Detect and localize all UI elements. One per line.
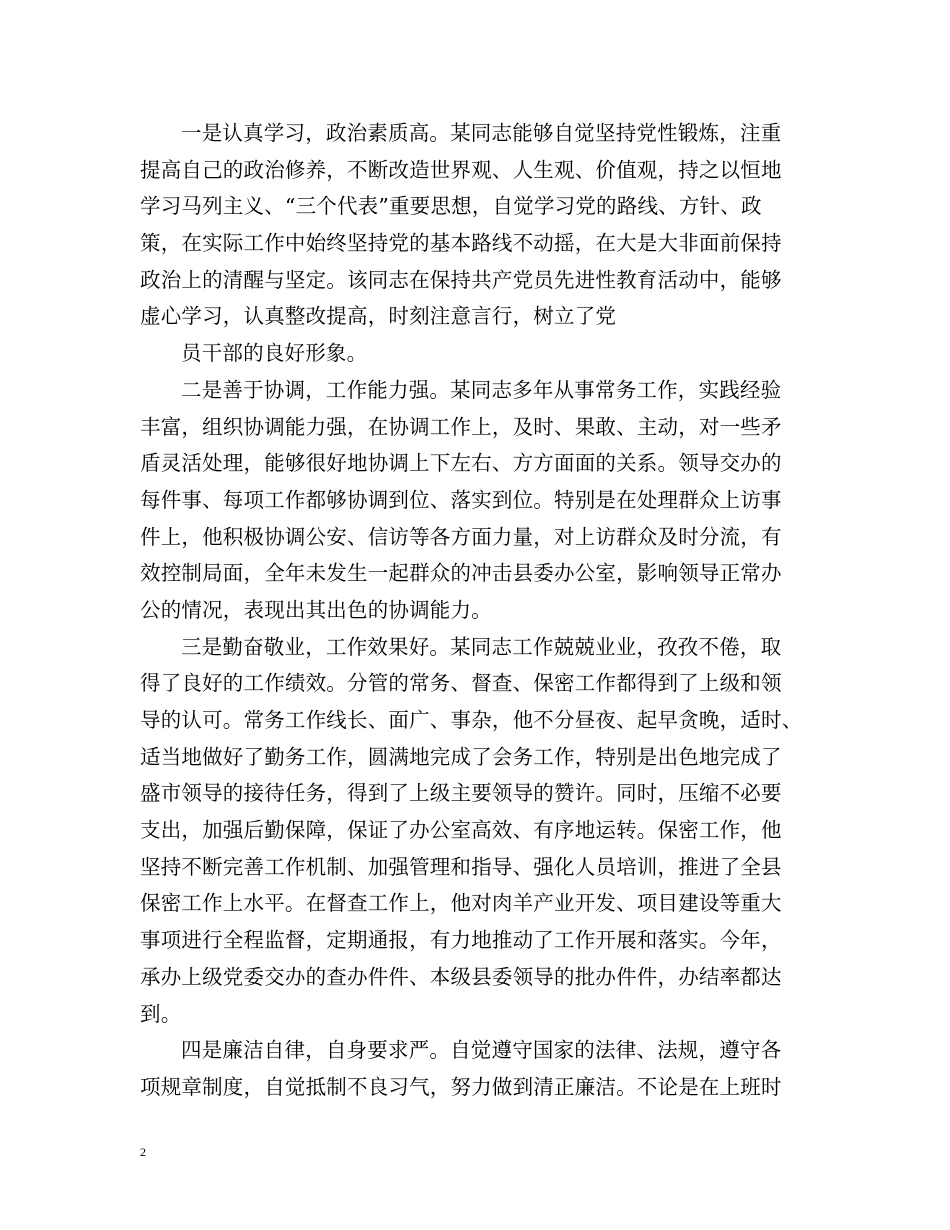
text-line: 政治上的清醒与坚定。该同志在保持共产党员先进性教育活动中，能够 — [140, 267, 782, 292]
text-line: 事项进行全程监督，定期通报，有力地推动了工作开展和落实。今年， — [140, 928, 782, 953]
text-line: 保密工作上水平。在督查工作上，他对肉羊产业开发、项目建设等重大 — [140, 891, 782, 916]
text-line: 学习马列主义、“三个代表”重要思想，自觉学习党的路线、方针、政 — [140, 194, 762, 219]
text-line: 承办上级党委交办的查办件件、本级县委领导的批办件件，办结率都达 — [140, 964, 782, 989]
text-line: 公的情况，表现出其出色的协调能力。 — [140, 597, 492, 622]
document-body — [140, 115, 820, 1106]
text-line: 一是认真学习，政治素质高。某同志能够自觉坚持党性锻炼，注重 — [181, 121, 782, 145]
text-line: 项规章制度，自觉抵制不良习气，努力做到清正廉洁。不论是在上班时 — [140, 1074, 782, 1099]
text-line: 每件事、每项工作都够协调到位、落实到位。特别是在处理群众上访事 — [140, 487, 782, 512]
text-line: 盾灵活处理，能够很好地协调上下左右、方方面面的关系。领导交办的 — [140, 451, 782, 476]
text-line: 三是勤奋敬业，工作效果好。某同志工作兢兢业业，孜孜不倦，取 — [181, 634, 782, 659]
text-line: 二是善于协调，工作能力强。某同志多年从事常务工作，实践经验 — [181, 377, 782, 402]
text-line: 提高自己的政治修养，不断改造世界观、人生观、价值观，持之以恒地 — [140, 157, 782, 182]
text-line: 盛市领导的接待任务，得到了上级主要领导的赞许。同时，压缩不必要 — [140, 781, 782, 806]
text-line: 丰富，组织协调能力强，在协调工作上，及时、果敢、主动，对一些矛 — [140, 414, 782, 439]
text-line: 虚心学习，认真整改提高，时刻注意言行，树立了党 — [140, 304, 617, 329]
text-line: 效控制局面，全年未发生一起群众的冲击县委办公室，影响领导正常办 — [140, 561, 782, 586]
text-line: 策，在实际工作中始终坚持党的基本路线不动摇，在大是大非面前保持 — [140, 231, 782, 256]
page-number: 2 — [140, 1145, 146, 1159]
text-line: 得了良好的工作绩效。分管的常务、督查、保密工作都得到了上级和领 — [140, 671, 782, 696]
text-line: 支出，加强后勤保障，保证了办公室高效、有序地运转。保密工作，他 — [140, 818, 782, 843]
text-line: 四是廉洁自律，自身要求严。自觉遵守国家的法律、法规，遵守各 — [181, 1038, 782, 1063]
text-line: 坚持不断完善工作机制、加强管理和指导、强化人员培训，推进了全县 — [140, 854, 782, 879]
text-line: 件上，他积极协调公安、信访等各方面力量，对上访群众及时分流，有 — [140, 524, 782, 549]
text-line: 员干部的良好形象。 — [181, 341, 368, 366]
text-line: 适当地做好了勤务工作，圆满地完成了会务工作，特别是出色地完成了 — [140, 744, 782, 769]
text-line: 导的认可。常务工作线长、面广、事杂，他不分昼夜、起早贪晚，适时、 — [140, 708, 803, 732]
text-line: 到。 — [140, 1001, 182, 1026]
